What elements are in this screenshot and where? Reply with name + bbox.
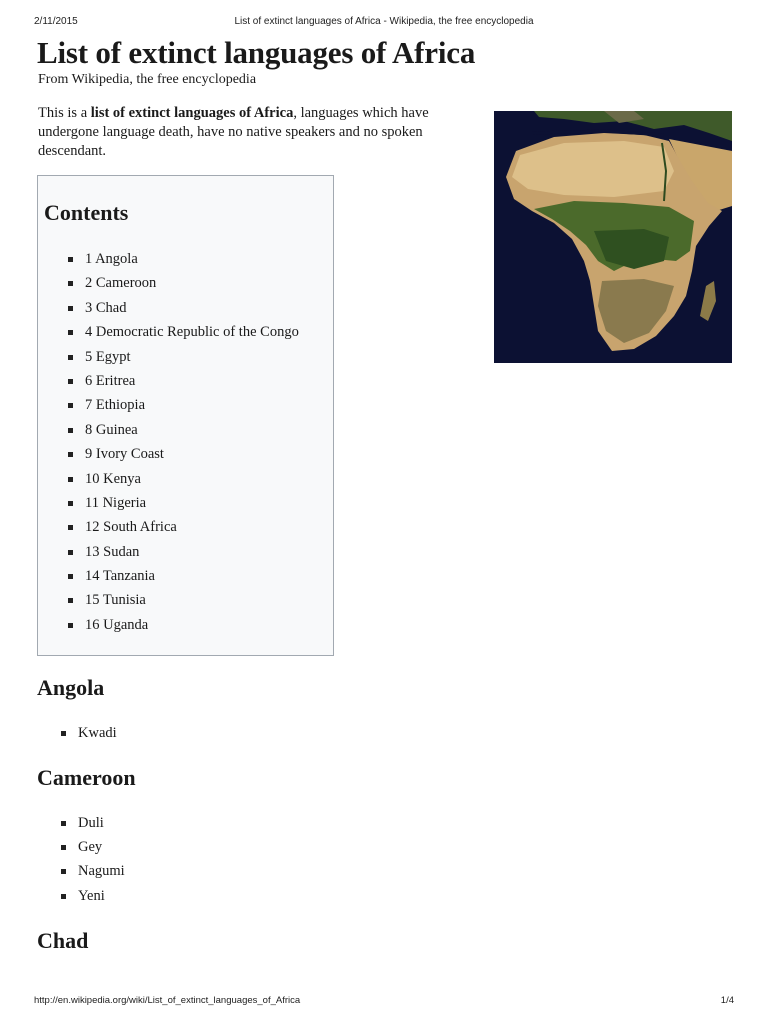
article-title: List of extinct languages of Africa bbox=[37, 35, 476, 70]
toc-item-label[interactable]: 10 Kenya bbox=[85, 470, 141, 487]
list-item[interactable] bbox=[61, 836, 125, 860]
africa-map-image[interactable] bbox=[494, 111, 732, 363]
bullet-icon bbox=[68, 623, 73, 628]
africa-map-icon bbox=[494, 111, 732, 363]
toc-item[interactable] bbox=[68, 370, 299, 394]
toc-item[interactable] bbox=[68, 346, 299, 370]
bullet-icon bbox=[68, 355, 73, 360]
toc-list bbox=[68, 248, 299, 638]
bullet-icon bbox=[68, 550, 73, 555]
toc-item[interactable] bbox=[68, 443, 299, 467]
angola-language-list bbox=[61, 722, 117, 746]
print-footer bbox=[34, 995, 734, 1009]
toc-item-label[interactable]: 6 Eritrea bbox=[85, 372, 136, 389]
list-item[interactable] bbox=[61, 885, 125, 909]
language-link[interactable]: Nagumi bbox=[78, 863, 125, 880]
print-page-title: List of extinct languages of Africa - Wikipedia, the free encyclopedia bbox=[234, 16, 534, 27]
bullet-icon bbox=[68, 452, 73, 457]
toc-item[interactable] bbox=[68, 321, 299, 345]
page-number: 1/4 bbox=[720, 995, 734, 1006]
toc-item-label[interactable]: 7 Ethiopia bbox=[85, 397, 146, 414]
section-heading-cameroon: Cameroon bbox=[37, 765, 136, 790]
toc-item-label[interactable]: 13 Sudan bbox=[85, 543, 140, 560]
toc-item[interactable] bbox=[68, 565, 299, 589]
list-item[interactable] bbox=[61, 812, 125, 836]
print-date: 2/11/2015 bbox=[34, 16, 78, 27]
toc-item[interactable] bbox=[68, 419, 299, 443]
toc-item[interactable] bbox=[68, 468, 299, 492]
bullet-icon bbox=[68, 428, 73, 433]
section-heading-angola: Angola bbox=[37, 675, 105, 700]
bullet-icon bbox=[61, 894, 66, 899]
list-item[interactable] bbox=[61, 860, 125, 884]
bullet-icon bbox=[68, 501, 73, 506]
toc-item[interactable] bbox=[68, 272, 299, 296]
toc-item[interactable] bbox=[68, 492, 299, 516]
intro-paragraph bbox=[38, 104, 478, 161]
language-link[interactable]: Kwadi bbox=[78, 725, 117, 741]
bullet-icon bbox=[68, 525, 73, 530]
cameroon-language-list bbox=[61, 812, 125, 909]
toc-item-label[interactable]: 11 Nigeria bbox=[85, 494, 147, 511]
print-url: http://en.wikipedia.org/wiki/List_of_extinct_languages_of_Africa bbox=[34, 995, 301, 1006]
bullet-icon bbox=[68, 379, 73, 384]
list-item[interactable] bbox=[61, 722, 117, 746]
toc-item-label[interactable]: 15 Tunisia bbox=[85, 592, 146, 609]
toc-item-label[interactable]: 8 Guinea bbox=[85, 421, 138, 438]
bullet-icon bbox=[68, 598, 73, 603]
toc-item-label[interactable]: 1 Angola bbox=[85, 251, 138, 267]
table-of-contents bbox=[37, 175, 334, 656]
toc-item-label[interactable]: 2 Cameroon bbox=[85, 275, 157, 292]
toc-item-label[interactable]: 12 South Africa bbox=[85, 519, 177, 536]
bullet-icon bbox=[68, 281, 73, 286]
toc-item-label[interactable]: 4 Democratic Republic of the Congo bbox=[85, 324, 299, 341]
section-heading-chad: Chad bbox=[37, 928, 89, 953]
intro-suffix: , languages which have undergone language death, have no native speakers and no spoken descendant. bbox=[38, 105, 429, 159]
print-header bbox=[34, 16, 734, 30]
toc-item[interactable] bbox=[68, 516, 299, 540]
intro-prefix: This is a bbox=[38, 105, 91, 121]
bullet-icon bbox=[68, 574, 73, 579]
intro-bold-link[interactable]: list of extinct languages of Africa bbox=[90, 105, 294, 121]
bullet-icon bbox=[61, 845, 66, 850]
toc-heading: Contents bbox=[44, 200, 129, 225]
toc-item-label[interactable]: 5 Egypt bbox=[85, 348, 131, 365]
toc-item[interactable] bbox=[68, 541, 299, 565]
bullet-icon bbox=[68, 330, 73, 335]
toc-item[interactable] bbox=[68, 589, 299, 613]
language-link[interactable]: Yeni bbox=[78, 887, 105, 904]
bullet-icon bbox=[68, 257, 73, 262]
toc-item[interactable] bbox=[68, 614, 299, 638]
toc-item-label[interactable]: 14 Tanzania bbox=[85, 568, 155, 585]
language-link[interactable]: Duli bbox=[78, 815, 104, 831]
toc-item[interactable] bbox=[68, 394, 299, 418]
bullet-icon bbox=[68, 306, 73, 311]
toc-item-label[interactable]: 9 Ivory Coast bbox=[85, 446, 164, 463]
toc-item[interactable] bbox=[68, 297, 299, 321]
bullet-icon bbox=[68, 403, 73, 408]
bullet-icon bbox=[61, 869, 66, 874]
toc-item[interactable] bbox=[68, 248, 299, 272]
article-subtitle: From Wikipedia, the free encyclopedia bbox=[38, 72, 257, 87]
toc-item-label[interactable]: 16 Uganda bbox=[85, 616, 149, 633]
language-link[interactable]: Gey bbox=[78, 839, 103, 856]
bullet-icon bbox=[61, 821, 66, 826]
toc-item-label[interactable]: 3 Chad bbox=[85, 299, 127, 316]
bullet-icon bbox=[68, 477, 73, 482]
bullet-icon bbox=[61, 731, 66, 736]
